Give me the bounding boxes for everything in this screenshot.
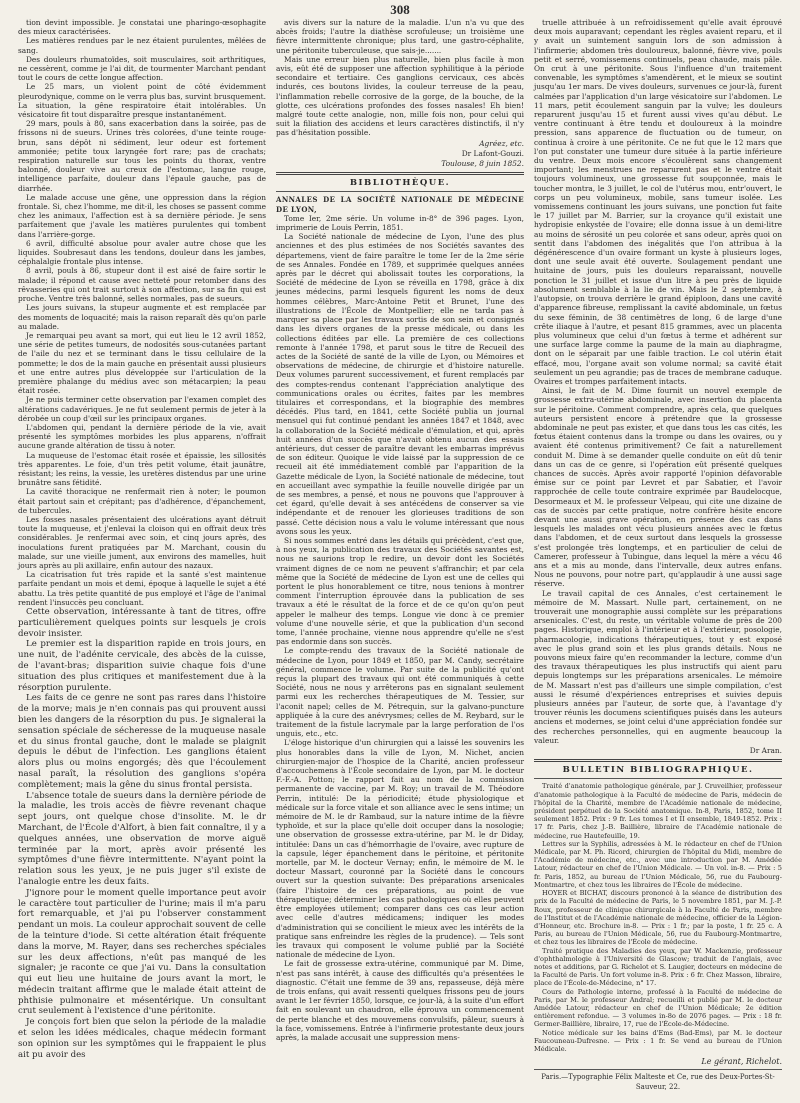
paragraph: Le 25 mars, un violent point de côté évidemment pleurodynique, comme on le verra plus bas, survint brusquement. La situation, la gêne respiratoire était intolérables. Un vésicatoire fit tout disparaître presque instantanément. <box>18 82 266 120</box>
divider <box>276 191 524 192</box>
column-3 <box>534 18 782 1091</box>
signature-greeting: Agréez, etc. <box>479 138 524 148</box>
paragraph: tion devint impossible. Je constatai une pharingo-œsophagite des mieux caractérisées. <box>18 18 266 37</box>
paragraph: Je remarquai peu avant sa mort, qui eut lieu le 12 avril 1852, une série de petites tumeurs, de nodosités sous-cutanées partant de l'aile du nez et se terminant dans le tissu cellulaire de la pommette; le dos de la main gauche en présentait aussi plusieurs et une entre autres plus développée sur l'articulation de la première phalange du médius avec son métacarpien; la peau était rosée. <box>18 330 266 396</box>
biblio-list <box>534 782 782 1053</box>
paragraph: 6 avril, difficulté absolue pour avaler autre chose que les liquides. Soubresaut dans les tendons, douleur dans les jambes, céphalalgie frontale plus intense. <box>18 238 266 267</box>
paragraph: Cette observation, intéressante à tant de titres, offre particulièrement quelques points sur lesquels je crois devoir insister. <box>18 607 266 639</box>
divider <box>534 1069 782 1070</box>
page-number: 308 <box>390 2 410 17</box>
subheading: ANNALES DE LA SOCIÉTÉ NATIONALE DE MÉDECINE DE LYON, <box>276 195 524 214</box>
paragraph: 29 mars, pouls à 80, sans exacerbation dans la soirée, pas de frissons ni de sueurs. Urines très colorées, d'une teinte rouge-brun, sans dépôt ni sédiment, leur odeur est fortement ammoniée; petite toux laryngée fort rare; pas de crachats; respiration naturelle sur tous les points du thorax, ventre balonné, douleur vive au creux de l'estomac, langue rouge, intelligence parfaite, douleur dans l'épaule gauche, pas de diarrhée. <box>18 119 266 193</box>
paragraph: truelle attribuée à un refroidissement qu'elle avait éprouvé deux mois auparavant; cependant les règles avaient reparu, et il y avait un suintement sanguin lors de son admission à l'infirmerie; abdomen très douloureux, balonné, fièvre vive, pouls petit et serré, vomissemens continuels, peau chaude, mais pâle. On crut à une péritonite. Sous l'influence d'un traitement convenable, les symptômes s'amendèrent, et le mieux se soutint jusqu'au 1er mars. De vives douleurs, survenues ce jour-là, furent calmées par l'application d'un large vésicatoire sur l'abdomen. Le 11 mars, petit écoulement sanguin par la vulve; les douleurs reparurent jusqu'au 15 et furent aussi vives qu'au début. Le ventre continuant à être tendu et douloureux à la moindre pression, sans apparence de fluctuation ou de tumeur, on continua à croire à une péritonite. Ce ne fut que le 12 mars que l'on put constater une tumeur dure située à la partie inférieure du ventre. Deux mois encore s'écoulèrent sans changement important; les menstrues ne reparurent pas et le ventre était toujours volumineux, une grossesse fut soupçonnée, mais le toucher montra, le 3 juillet, le col de l'utérus mou, entr'ouvert, le corps un peu volumineux, mobile, sans tumeur isolée. Les vomissemens continuant les jours suivans, une ponction fut faite le 17 juillet par M. Barrier, sur la croyance qu'il existait une hydropisie enkystée de l'ovaire; elle donna issue à un demi-litre au moins de sérosité un peu colorée et sans odeur, après quoi on sentit dans l'abdomen des inégalités que l'on attribua à la dégénérescence d'un ovaire formant un kyste à plusieurs loges, dont une seule avait été ouverte. Soulagement pendant une huitaine de jours, puis les douleurs reparaissant, nouvelle ponction le 31 juillet et issue d'un litre à peu près de liquide absolument semblable à la lie de vin. Mais le 2 septembre, à l'autopsie, on trouva derrière le grand épiploon, dans une cavité d'apparence fibreuse, remplissant la cavité abdominale, un fœtus du sexe féminin, de 38 centimètres de long, 6 de large d'une crête iliaque à l'autre, et pesant 815 grammes, avec un placenta plus volumineux que celui d'un fœtus à terme et adhérent sur une surface large comme la paume de la main au diaphragme, dont on le séparait par une faible traction. Le col utérin était effacé, mou, l'organe avait son volume normal; sa cavité était seulement un peu agrandie; pas de traces de membrane caduque. Ovaires et trompes parfaitement intacts. <box>534 18 782 386</box>
section-heading: BIBLIOTHÈQUE. <box>349 178 451 189</box>
columns <box>18 18 782 1091</box>
divider <box>534 759 782 762</box>
biblio-entry: Cours de Pathologie interne, professé à la Faculté de médecine de Paris, par M. le professeur Andral; recueilli et publié par M. le docteur Amédée Latour, rédacteur en chef de l'Union Médicale; 2e édition entièrement refondue. — 3 volumes in-8o de 2076 pages. — Prix : 18 fr. Germer-Baillière, libraire, 17, rue de l'École-de-Médecine. <box>534 987 782 1029</box>
paragraph: Les jours suivans, la stupeur augmente et est remplacée par des moments de loquacité; mais la raison reparaît dès qu'on parle au malade. <box>18 303 266 331</box>
paragraph: Des douleurs rhumatoïdes, soit musculaires, soit arthritiques, ne cessèrent, comme je l'ai dit, de tourmenter Marchant pendant tout le cours de cette longue affection. <box>18 54 266 83</box>
biblio-entry: Lettres sur la Syphilis, adressées à M. le rédacteur en chef de l'Union Médicale, par M. Ph. Ricord, chirurgien de l'hôpital du Midi, membre de l'Académie de médecine, etc., avec une introduction par M. Amédée Latour, rédacteur en chef de l'Union Médicale. — Un vol. in-8. — Prix : 5 fr. Paris, 1852, au bureau de l'Union Médicale, 56, rue du Faubourg-Montmartre, et chez tous les libraires de l'École de médecine. <box>534 839 782 889</box>
biblio-entry: Traité pratique des Maladies des yeux, par W. Mackenzie, professeur d'ophthalmologie à l'Université de Glascow; traduit de l'anglais, avec notes et additions, par G. Richelot et S. Laugier, docteurs en médecine de la Faculté de Paris. Un fort volume in-8. Prix : 6 fr. Chez Masson, libraire, place de l'École-de-Médecine, n° 17. <box>534 946 782 988</box>
biblio-entry: Traité d'anatomie pathologique générale, par J. Cruveilhier, professeur d'anatomie pathologique à la Faculté de médecine de Paris, médecin de l'hôpital de la Charité, membre de l'Académie nationale de médecine, président perpétuel de la Société anatomique. In-8, Paris, 1852, tome II seulement 1852. Prix : 9 fr. Les tomes I et II ensemble, 1849-1852. Prix : 17 fr. Paris, chez J.-B. Baillière, libraire de l'Académie nationale de médecine, rue Hautefeuille, 19. <box>534 782 782 840</box>
paragraph: Le travail capital de ces Annales, c'est certainement le mémoire de M. Massart. Nulle part, certainement, on ne trouverait une monographie aussi complète sur les préparations arsenicales. C'est, du reste, un véritable volume de près de 200 pages. Historique, emploi à l'intérieur et à l'extérieur, posologie, pharmacologie, indications thérapeutiques, tout y est exposé avec le plus grand soin et les plus grands détails. Nous ne pouvons mieux faire qu'en recommander la lecture, comme d'un des travaux thérapeutiques les plus instructifs qui aient paru depuis longtemps sur les préparations arsenicales. Le mémoire de M. Massart n'est pas d'ailleurs une simple compilation, c'est aussi le résumé d'expériences entreprises et suivies depuis plusieurs années par l'auteur, de sorte que, à l'avantage d'y trouver réunis les documens scientifiques puisés dans les auteurs anciens et modernes, se joint celui d'une appréciation fondée sur des recherches personnelles, qui en augmente beaucoup la valeur. <box>534 588 782 745</box>
paragraph: Le premier est la disparition rapide en trois jours, en une nuit, de l'adénite cervicale, des abcès de la cuisse, de l'avant-bras; disparition suivie chaque fois d'une situation des plus critiques et manifestement due à la résorption purulente. <box>18 639 266 693</box>
paragraph: Ainsi, le fait de M. Dime fournit un nouvel exemple de grossesse extra-utérine abdominale, avec insertion du placenta sur le péritoine. Comment comprendre, après cela, que quelques auteurs persistent encore à prétendre que la grossesse abdominale ne peut pas exister, et que dans tous les cas cités, les fœtus étaient contenus dans la trompe ou dans les ovaires, ou y avaient été contenus primitivement? Ce fait a naturellement conduit M. Dime à se demander quelle conduite on eût dû tenir dans un cas de ce genre, si l'opération eût présenté quelques chances de succès. Après avoir rapporté l'opinion défavorable émise sur ce point par Levret et par Sabatier, et l'avoir rapprochée de celle toute contraire exprimée par Baudelocque, Desormeaux et M. le professeur Velpeau, qui cite une dizaine de cas de succès par cette pratique, notre confrère hésite encore devant une aussi grave opération, en présence des cas dans lesquels les malades ont vécu plusieurs années avec le fœtus dans l'abdomen, et de ceux surtout dans lesquels la grossesse s'est prolongée très longtemps, et en particulier de celui de Camerer, professeur à Tubingue, dans lequel la mère a vécu 46 ans et a mis au monde, dans l'intervalle, deux autres enfans. Nous ne pouvons, pour notre part, qu'applaudir à une aussi sage réserve. <box>534 386 782 589</box>
paragraph: Mais une erreur bien plus naturelle, bien plus facile à mon avis, eût été de supposer une affection syphilitique à la période secondaire et tertiaire. Ces ganglions cervicaux, ces abcès indurés, ces boutons livides, la couleur terreuse de la peau, l'inflammation rebelle corrosive de la gorge, de la bouche, de la glotte, ces ulcérations profondes des fosses nasales! Eh bien! malgré toute cette analogie, non, mille fois non, pour celui qui suit la filiation des accidens et leurs caractères distinctifs, il n'y pas d'hésitation possible. <box>276 54 524 138</box>
footer-imprint: Paris.—Typographie Félix Malteste et Ce, rue des Deux-Portes-St-Sauveur, 22. <box>541 1073 775 1091</box>
divider <box>276 172 524 175</box>
paragraph: Je conçois fort bien que selon la période de la maladie et selon les idées médicales, chaque médecin formant son opinion sur les symptômes qui le frappaient le plus ait pu avoir des <box>18 1017 266 1060</box>
paragraph: Les faits de ce genre ne sont pas rares dans l'histoire de la morve; mais je n'en connais pas qui prouvent aussi bien les dangers de la résorption du pus. Je signalerai la sensation spéciale de sécheresse de la muqueuse nasale et du sinus frontal gauche, dont le malade se plaignit depuis le début de l'infection. Les ganglions étaient alors plus ou moins engorgés; dès que l'écoulement nasal paraît, la résolution des ganglions s'opéra complètement; mais la gêne du sinus frontal persista. <box>18 693 266 790</box>
biblio-heading: BULLETIN BIBLIOGRAPHIQUE. <box>562 765 754 776</box>
paragraph: Le fait de grossesse extra-utérine, communiqué par M. Dime, n'est pas sans intérêt, à cause des difficultés qu'a présentées le diagnostic. C'était une femme de 39 ans, repasseuse, déjà mère de trois enfans, qui avait ressenti quelques frissons peu de jours avant le 1er février 1850, lorsque, ce jour-là, à la suite d'un effort fait en soulevant un chaudron, elle éprouva un commencement de perte blanche et des mouvemens convulsifs, pâleur, sueurs à la face, vomissemens. Entrée à l'infirmerie protestante deux jours après, la malade accusait une suppression mens- <box>276 959 524 1042</box>
paragraph: J'ignore pour le moment quelle importance peut avoir le caractère tout particulier de l'urine; mais il m'a paru fort remarquable, et j'ai pu l'observer constamment pendant un mois. La couleur approchait souvent de celle de la teinture d'iode. Si cette altération était fréquente dans la morve, M. Rayer, dans ses recherches spéciales sur les deux affections, n'eût pas manqué de les signaler; je raconte ce que j'ai vu. Dans la consultation qui eut lieu une huitaine de jours avant la mort, le médecin traitant affirme que le malade était atteint de phthisie pulmonaire et mésentérique. Un consultant crut seulement à l'existence d'une péritonite. <box>18 887 266 1017</box>
paragraph: L'éloge historique d'un chirurgien qui a laissé les souvenirs les plus honorables dans la ville de Lyon, M. Nichet, ancien chirurgien-major de l'hospice de la Charité, ancien professeur d'accouchemens à l'École secondaire de Lyon, par M. le docteur F.-F.-A. Potton; le rapport fait au nom de la commission permanente de vaccine, par M. Roy; un travail de M. Théodore Perrin, intitulé: De la périodicité; étude physiologique et médicale sur la force vitale et son alliance avec le sens intime; un mémoire de M. le dr Rambaud, sur la nature intime de la fièvre typhoïde, et sur la place qu'elle doit occuper dans la nosologie; une observation de grossesse extra-utérine, par M. le dr Diday, intitulée: Dans un cas d'hémorrhagie de l'ovaire, avec rupture de la capsule, léger épanchement dans le péritoine, et péritonite mortelle, par M. le docteur Vernay; enfin, le mémoire de M. le docteur Massart, couronné par la Société dans le concours ouvert sur la question suivante: Des préparations arsenicales (faire l'histoire de ces préparations, au point de vue thérapeutique; déterminer les cas pathologiques où elles peuvent être employées utilement; comparer dans ces cas leur action avec celle d'autres médicamens; indiquer les modes d'administration qui se concilient le mieux avec les intérêts de la pratique sans enfreindre les règles de la prudence). — Tels sont les travaux qui composent le volume publié par la Société nationale de médecine de Lyon. <box>276 738 524 960</box>
paragraph: L'abdomen qui, pendant la dernière période de la vie, avait présenté les symptômes morbides les plus apparens, n'offrait aucune grande altération de tissu à noter. <box>18 422 266 451</box>
paragraph: 8 avril, pouls à 86, stupeur dont il est aisé de faire sortir le malade; il répond et cause avec netteté pour retomber dans des rêvasseries qui ont trait surtout à son affection, sur sa fin qui est proche. Ventre très balonné, selles normales, pas de sueurs. <box>18 266 266 304</box>
paragraph: La muqueuse de l'estomac était rosée et épaissie, les sillosités très apparentes. Le foie, d'un très petit volume, était jaunâtre, résistant; les reins, la vessie, les uretères distendus par une urine brunâtre sans fétidité. <box>18 450 266 488</box>
paragraph: Les fosses nasales présentaient des ulcérations ayant détruit toute la muqueuse, et j'enlevai la cloison qui en offrait deux très considérables. Je renfermai avec soin, et cinq jours après, des inoculations furent pratiquées par M. Marchant, cousin du malade, sur une vieille jument, aux environs des mamelles, huit jours après au pli axillaire, enfin autour des nazaux. <box>18 514 266 570</box>
review-signature: Dr Aran. <box>749 746 782 756</box>
paragraph: Je ne puis terminer cette observation par l'examen complet des altérations cadavériques. Je ne fut seulement permis de jeter à la dérobée un coup d'œil sur les principaux organes. <box>18 395 266 423</box>
paragraph: Les matières rendues par le nez étaient purulentes, mêlées de sang. <box>18 36 266 55</box>
column-1 <box>18 18 266 1078</box>
gerant: Le gérant, Richelot. <box>701 1057 782 1067</box>
paragraph: La cavité thoracique ne renfermait rien à noter; le poumon était partout sain et crépitant; pas d'adhérence, d'épanchement, de tubercules. <box>18 487 266 515</box>
paragraph: Si nous sommes entré dans les détails qui précèdent, c'est que, à nos yeux, la publication des travaux des Sociétés savantes est, nous ne saurions trop le redire, un devoir dont les Sociétés vraiment dignes de ce nom ne peuvent s'affranchir; et par cela même que la Société de médecine de Lyon est une de celles qui portent le plus honorablement ce titre, nous tenions à montrer comment l'interruption éprouvée dans la publication de ses travaux a été le résultat de la force et de ce qu'on qu'on peut appeler le malheur des temps. Longue vie donc à ce premier volume d'une nouvelle série, et que la publication d'un second tome, l'année prochaine, vienne nous apprendre qu'elle ne s'est pas endormie dans son succès. <box>276 535 524 647</box>
biblio-entry: HOYER et BICHAT, discours prononcé à la séance de distribution des prix de la Faculté de médecine de Paris, le 5 novembre 1851, par M. J.-P. Roux, professeur de clinique chirurgicale à la Faculté de Paris, membre de l'Institut et de l'Académie nationale de médecine, officier de la Légion-d'Honneur, etc. Brochure in-8. — Prix : 1 fr.; par la poste, 1 fr. 25 c. A Paris, au bureau de l'Union Médicale, 56, rue du Faubourg-Montmartre, et chez tous les libraires de l'École de médecine. <box>534 889 782 947</box>
paragraph: Le compte-rendu des travaux de la Société nationale de médecine de Lyon, pour 1849 et 1850, par M. Candy, secrétaire général, commence le volume. Par suite de la publicité qu'ont reçus la plupart des travaux qui ont été communiqués à cette Société, nous ne nous y arrêterons pas en signalant seulement parmi eux les recherches thérapeutiques de M. Tessier, sur l'aconit napel; celles de M. Pétrequin, sur la galvano-puncture appliquée à la cure des anévrysmes; celles de M. Reybard, sur le traitement de la fistule lacrymale par la large perforation de l'os unguis, etc., etc. <box>276 646 524 739</box>
paragraph: L'absence totale de sueurs dans la dernière période de la maladie, les trois accès de fièvre revenant chaque sept jours, ont quelque chose d'insolite. M. le dr Marchant, de l'École d'Alfort, à bien fait connaître, il y a quelques années, une observation de morve aiguë terminée par la mort, après avoir présenté les symptômes d'une fièvre intermittente. N'ayant point la relation sous les yeux, je ne puis juger s'il existe de l'analogie entre les deux faits. <box>18 790 266 887</box>
paragraph: Le malade accuse une gêne, une oppression dans la région frontale. Si, chez l'homme, me dit-il, les choses se passent comme chez les animaux, l'affection est à sa dernière période. Je sens parfaitement que j'avale les matières purulentes qui tombent dans l'arrière-gorge. <box>18 192 266 239</box>
paragraph: La Société nationale de médecine de Lyon, l'une des plus anciennes et des plus estimées de nos Sociétés savantes des départemens, vient de faire paraître le tome Ier de la 2me série de ses Annales. Fondée en 1789, et supprimée quelques années après par le décret qui abolissait toutes les corporations, la Société de médecine de Lyon se réveilla en 1798, grâce à dix jeunes médecins, parmi lesquels figurent les noms de deux hommes célèbres, Marc-Antoine Petit et Brunet, l'une des illustrations de l'École de Montpellier; elle ne tarda pas à marquer sa place par les travaux sortis de son sein et consignés dans les divers organes de la presse médicale, ou dans les collections éditées par elle. La première de ces collections remonte à l'année 1798, et parut sous le titre de Recueil des actes de la Société de santé de la ville de Lyon, ou Mémoires et observations de médecine, de chirurgie et d'histoire naturelle. Deux volumes parurent successivement, et furent remplacés par des comptes-rendus contenant l'appréciation analytique des communications orales ou écrites, faites par les membres titulaires et correspondans, et la biographie des membres décédés. Plus tard, en 1841, cette Société publia un journal mensuel qui fut continué pendant les années 1847 et 1848, avec la collaboration de la Société médicale d'émulation, et qui, après huit années d'un succès que n'avait obtenu aucun des essais antérieurs, dut cesser de paraître devant les embarras imprévus de son éditeur. Quoique le vide laissé par la suppression de ce recueil ait été immédiatement comblé par l'apparition de la Gazette médicale de Lyon, la Société nationale de médecine, tout en accueillant avec sympathie la feuille nouvelle dirigée par un de ses membres, a pensé, et nous ne pouvons que l'approuver à cet égard, qu'elle devait à ses antécédens de conserver sa vie indépendante et de renouer les glorieuses traditions de son passé. Cette décision nous a valu le volume intéressant que nous avons sous les yeux. <box>276 232 524 536</box>
subheading-detail: Tome Ier, 2me série. Un volume in-8° de 396 pages. Lyon, imprimerie de Louis Perrin, 1851. <box>276 213 524 233</box>
column-2 <box>276 18 524 1078</box>
paragraph: avis divers sur la nature de la maladie. L'un n'a vu que des abcès froids; l'autre la diathèse scrofuleuse; un troisième une fièvre intermittente chronique; plus tard, une gastro-céphalite, une péritonite tuberculeuse, que sais-je....... <box>276 18 524 55</box>
biblio-entry: Notice médicale sur les bains d'Ems (Bad-Ems), par M. le docteur Faucouneau-Dufresne. — Prix : 1 fr. Se vend au bureau de l'Union Médicale. <box>534 1028 782 1053</box>
divider <box>534 778 782 779</box>
signature-name: Dr Lafont-Gouzi. <box>461 148 524 158</box>
signature-place-date: Toulouse, 8 juin 1852. <box>441 159 524 169</box>
paragraph: La cicatrisation fut très rapide et la santé s'est maintenue parfaite pendant un mois et demi, époque à laquelle le sujet a été abattu. La très petite quantité de pus employé et l'âge de l'animal rendent l'insuccès peu concluant. <box>18 570 266 607</box>
